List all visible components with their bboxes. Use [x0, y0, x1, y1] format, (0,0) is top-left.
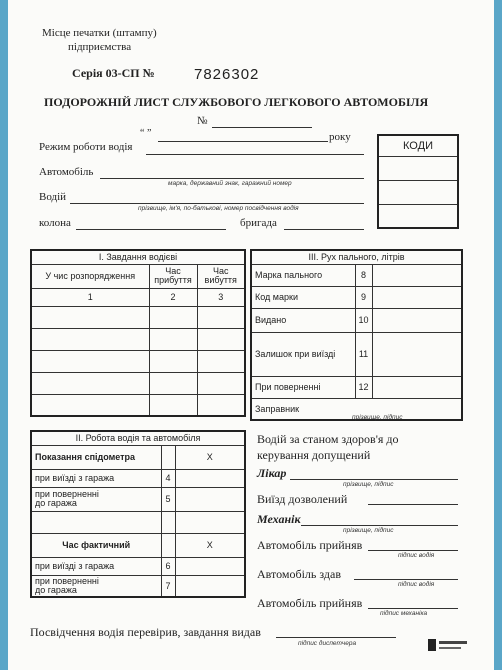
work-mode-label: Режим роботи водія [39, 141, 133, 153]
mechanic-signature-line[interactable] [301, 525, 458, 526]
fuel-issued-value[interactable] [372, 308, 462, 332]
tasks-title: І. Завдання водієві [31, 250, 245, 264]
codes-table [377, 134, 459, 229]
car-handed-line[interactable] [354, 579, 458, 580]
stamp-place-label-2: підприємства [68, 41, 132, 53]
tasks-cell[interactable] [31, 394, 149, 416]
tasks-colnum-1: 1 [31, 288, 149, 306]
odo-departure-value[interactable] [175, 469, 245, 487]
tasks-cell[interactable] [31, 372, 149, 394]
column-label: колона [39, 217, 71, 229]
date-quotes: “ ” [140, 128, 152, 139]
odometer-header: Показання спідометра [31, 445, 161, 469]
car-accepted-line-2[interactable] [368, 608, 458, 609]
departure-allowed-line[interactable] [368, 504, 458, 505]
number-line[interactable] [212, 127, 312, 128]
car-line[interactable] [100, 178, 364, 179]
car-hint: марка, державний знак, гаражний номер [168, 180, 292, 187]
year-label: року [329, 131, 351, 143]
mechanic-hint: прізвище, підпис [343, 527, 394, 534]
odo-return-label: при поверненні до гаража [31, 487, 161, 511]
actual-time-x: Х [175, 533, 245, 557]
fuel-return-label: При поверненні [251, 376, 355, 398]
driver-tasks-table [30, 249, 246, 417]
dispatcher-signature-line[interactable] [276, 637, 396, 638]
codes-cell[interactable] [378, 180, 458, 204]
tasks-cell[interactable] [149, 394, 197, 416]
codes-cell[interactable] [378, 204, 458, 228]
series-label: Серія 03-СП № [72, 66, 155, 80]
odo-row-num: 5 [161, 487, 175, 511]
departure-allowed-label: Виїзд дозволений [257, 492, 348, 506]
fuel-grade-label: Марка пального [251, 264, 355, 286]
waybill-sheet [8, 0, 494, 670]
brigade-label: бригада [240, 217, 277, 229]
tasks-cell[interactable] [31, 350, 149, 372]
driver-label: Водій [39, 191, 67, 203]
fuel-row-num: 10 [355, 308, 372, 332]
tasks-colnum-2: 2 [149, 288, 197, 306]
actual-time-header: Час фактичний [31, 533, 161, 557]
odo-return-value[interactable] [175, 487, 245, 511]
fuel-issued-label: Видано [251, 308, 355, 332]
tasks-col-departure: Час вибуття [197, 264, 245, 288]
tasks-cell[interactable] [197, 328, 245, 350]
tasks-cell[interactable] [197, 350, 245, 372]
fuel-row-num: 9 [355, 286, 372, 308]
column-line[interactable] [76, 229, 226, 230]
mechanic-label: Механік [257, 512, 301, 526]
tasks-cell[interactable] [149, 372, 197, 394]
fuel-row-num: 11 [355, 332, 372, 376]
time-departure-label: при виїзді з гаража [31, 557, 161, 575]
fuel-title: ІІІ. Рух пального, літрів [251, 250, 462, 264]
time-departure-value[interactable] [175, 557, 245, 575]
tasks-col-order: У чис розпорядження [31, 264, 149, 288]
tasks-colnum-3: 3 [197, 288, 245, 306]
publisher-logo [428, 637, 468, 657]
car-accepted-label: Автомобіль прийняв [257, 538, 363, 552]
driver-hint: прізвище, ім'я, по-батькові, номер посвідчення водія [138, 205, 299, 212]
date-line[interactable] [158, 141, 328, 142]
license-check-label: Посвідчення водія перевірив, завдання видав [30, 625, 261, 639]
fuel-departure-label: Залишок при виїзді [251, 332, 355, 376]
brigade-line[interactable] [284, 229, 364, 230]
page-title: ПОДОРОЖНІЙ ЛИСТ СЛУЖБОВОГО ЛЕГКОВОГО АВТОМОБІЛЯ [44, 95, 429, 109]
time-row-num: 6 [161, 557, 175, 575]
odo-departure-label: при виїзді з гаража [31, 469, 161, 487]
tasks-cell[interactable] [197, 306, 245, 328]
car-label: Автомобіль [39, 166, 94, 178]
health-label-2: керування допущений [257, 448, 371, 462]
tasks-cell[interactable] [197, 372, 245, 394]
number-sign: № [197, 115, 208, 127]
fuel-row-num: 12 [355, 376, 372, 398]
fuel-return-value[interactable] [372, 376, 462, 398]
codes-header: КОДИ [378, 135, 458, 156]
fuel-departure-value[interactable] [372, 332, 462, 376]
tasks-cell[interactable] [149, 350, 197, 372]
fuel-grade-value[interactable] [372, 264, 462, 286]
time-row-num: 7 [161, 575, 175, 597]
document-number: 7826302 [194, 66, 260, 83]
car-handed-label: Автомобіль здав [257, 567, 342, 581]
tasks-cell[interactable] [149, 306, 197, 328]
tasks-col-arrival: Час прибуття [149, 264, 197, 288]
tasks-cell[interactable] [149, 328, 197, 350]
dispatcher-hint: підпис диспетчера [298, 640, 357, 647]
mechanic-sign-hint: підпис механіка [380, 610, 428, 617]
codes-cell[interactable] [378, 156, 458, 180]
work-title: ІІ. Робота водія та автомобіля [31, 431, 245, 445]
refueller-hint: прізвище, підпис [352, 414, 403, 421]
fuel-row-num: 8 [355, 264, 372, 286]
doctor-label: Лікар [257, 466, 287, 480]
doctor-hint: прізвище, підпис [343, 481, 394, 488]
tasks-cell[interactable] [31, 306, 149, 328]
fuel-refueller-label: Заправник [251, 398, 462, 420]
health-label-1: Водій за станом здоров'я до [257, 432, 399, 446]
fuel-code-label: Код марки [251, 286, 355, 308]
odo-row-num: 4 [161, 469, 175, 487]
work-mode-line[interactable] [146, 154, 364, 155]
car-accepted-line[interactable] [368, 550, 458, 551]
tasks-cell[interactable] [197, 394, 245, 416]
time-return-value[interactable] [175, 575, 245, 597]
car-accepted-label-2: Автомобіль прийняв [257, 596, 363, 610]
doctor-signature-line[interactable] [290, 479, 458, 480]
time-return-label: при поверненні до гаража [31, 575, 161, 597]
driver-line[interactable] [70, 203, 364, 204]
work-table [30, 430, 246, 598]
fuel-table [250, 249, 463, 421]
stamp-place-label: Місце печатки (штампу) [42, 27, 157, 39]
driver-sign-hint-2: підпис водія [398, 581, 435, 588]
driver-sign-hint: підпис водія [398, 552, 435, 559]
tasks-cell[interactable] [31, 328, 149, 350]
odometer-x: Х [175, 445, 245, 469]
fuel-code-value[interactable] [372, 286, 462, 308]
